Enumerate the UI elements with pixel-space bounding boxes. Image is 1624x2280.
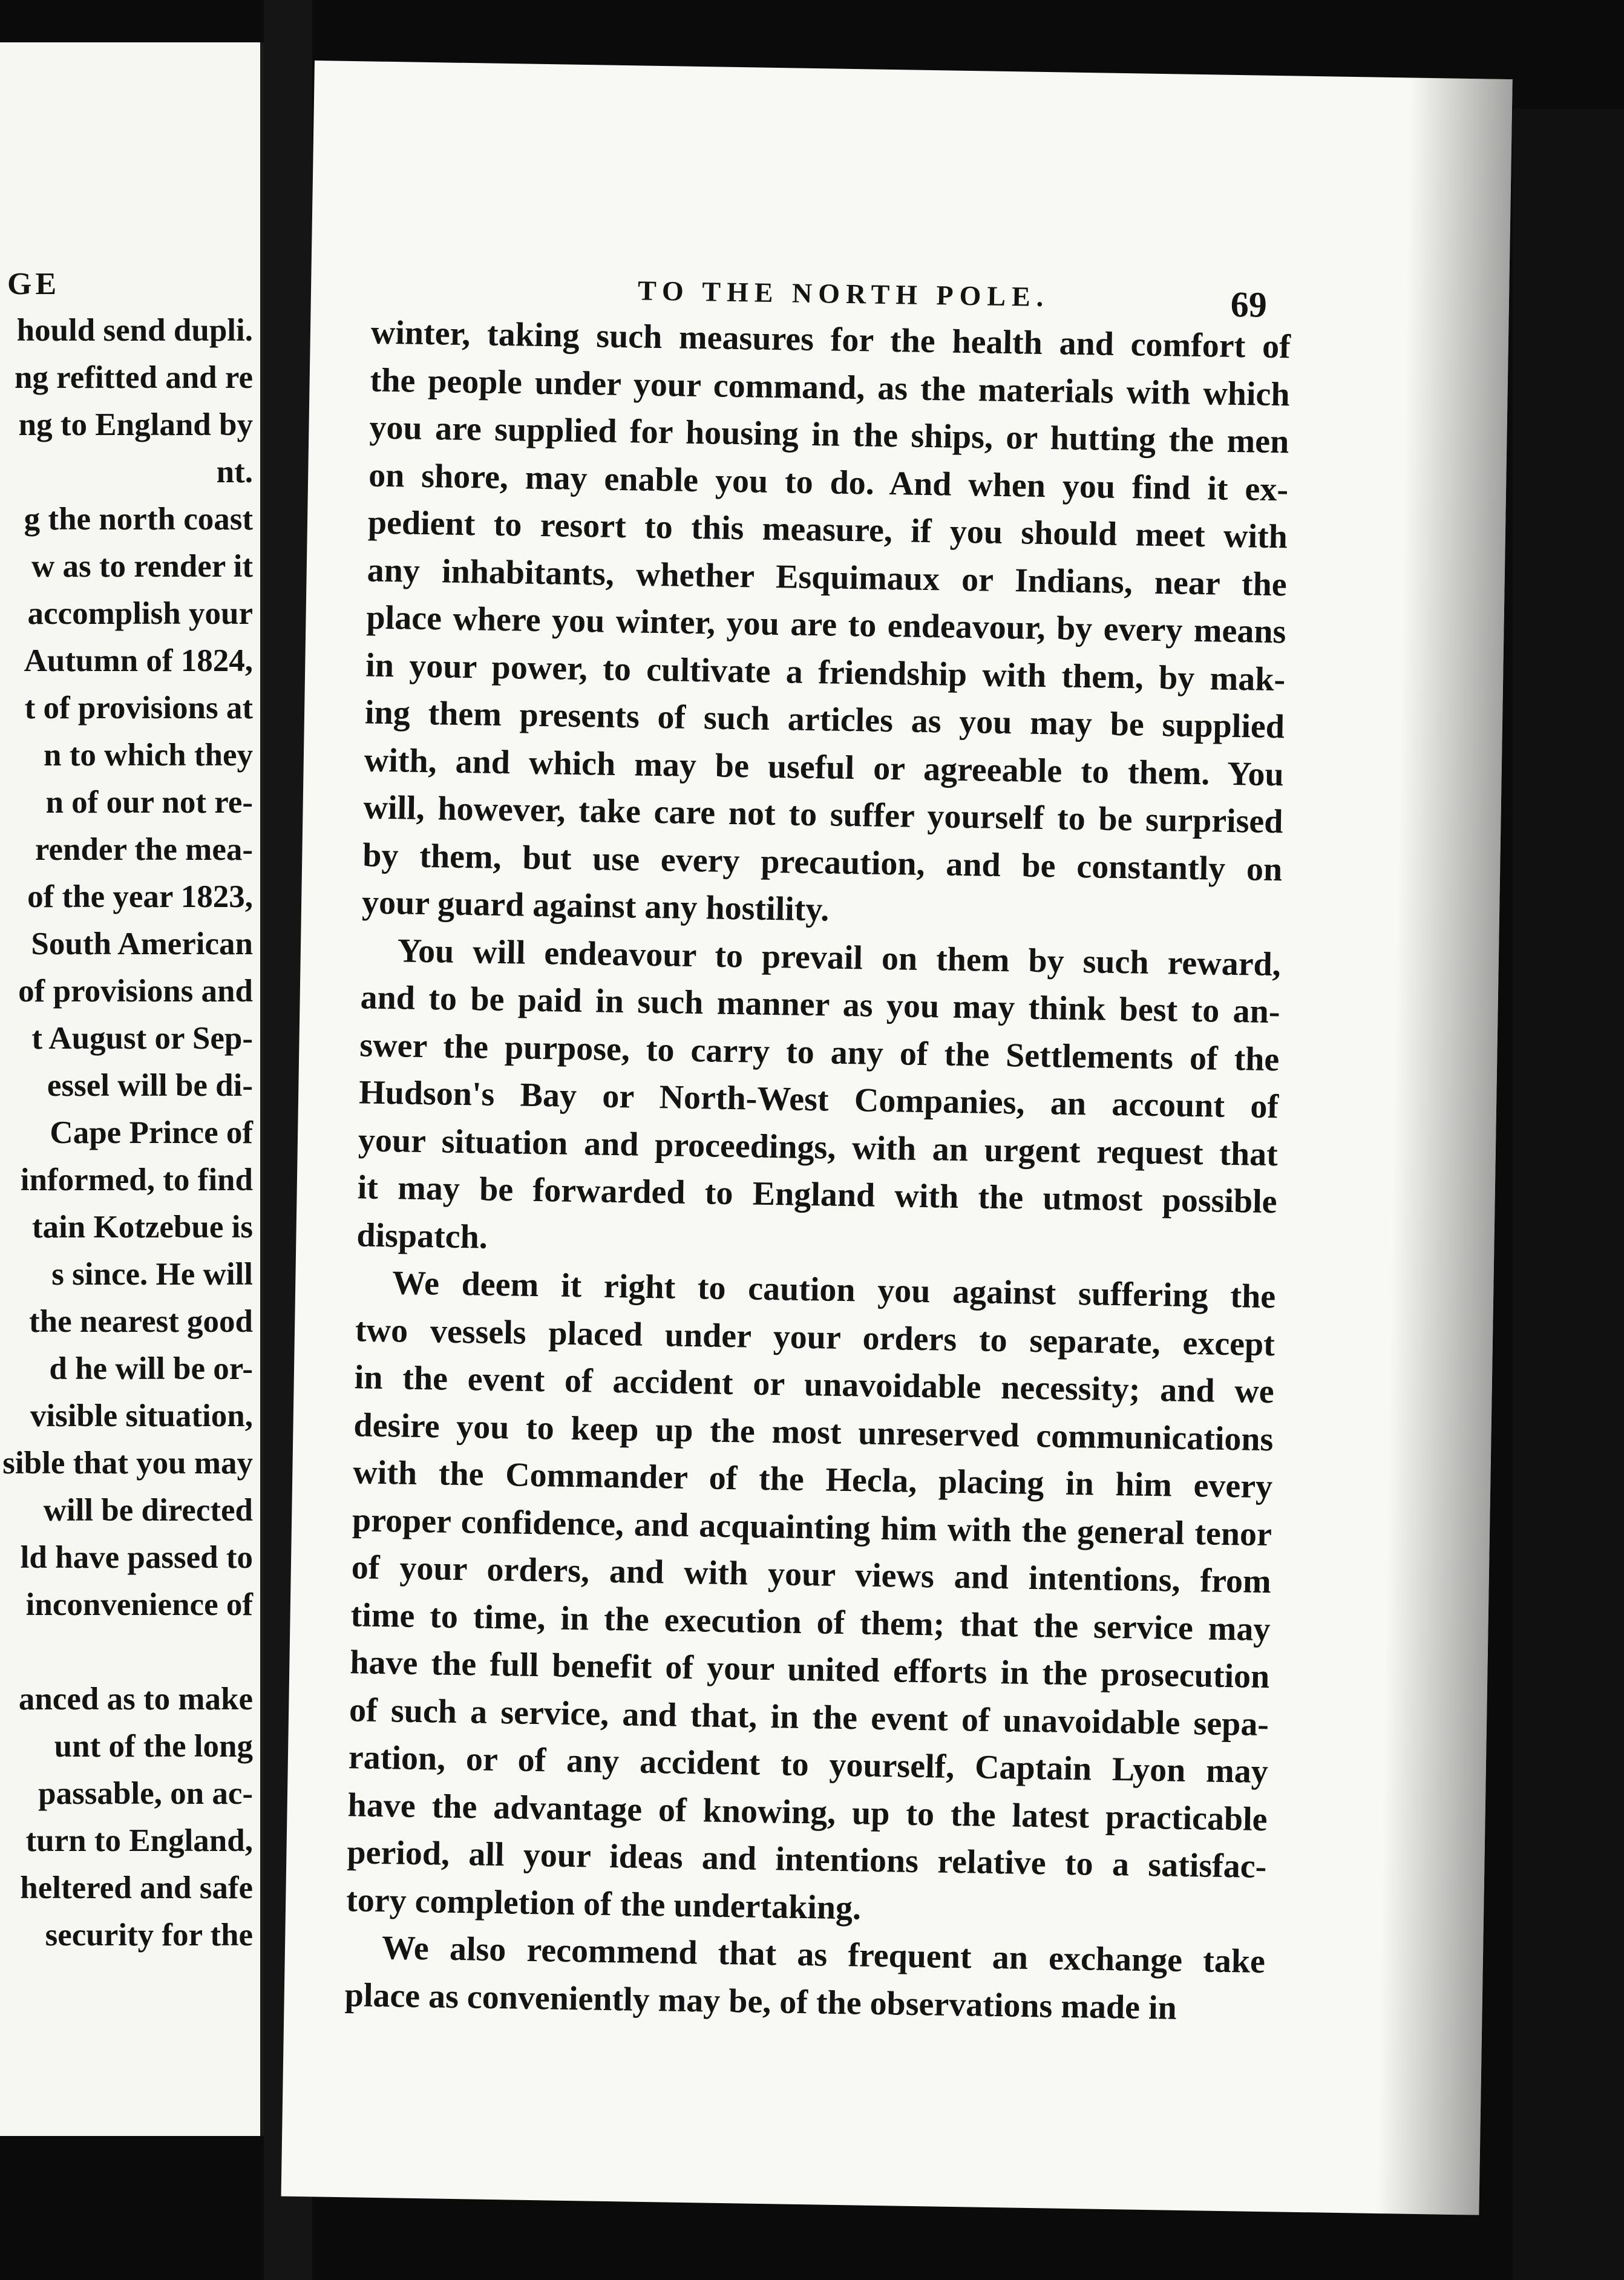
text-line: with the Commander of the Hecla, placing in him every xyxy=(352,1453,1273,1506)
left-page-line: inconvenience of xyxy=(25,1587,253,1622)
text-line: dispatch. xyxy=(356,1216,488,1256)
left-page-line: tain Kotzebue is xyxy=(31,1210,253,1245)
text-line: time to time, in the execution of them; that the service may xyxy=(350,1596,1271,1648)
left-page-line: ld have passed to xyxy=(20,1540,253,1575)
text-line: place where you winter, you are to endeavour, by every means xyxy=(366,598,1286,651)
left-page-line: t August or Sep- xyxy=(31,1021,253,1056)
text-line: tory completion of the undertaking. xyxy=(345,1881,862,1927)
left-page-line: the nearest good xyxy=(29,1304,253,1339)
page-edge-shadow xyxy=(1376,77,1512,2215)
text-line: ration, or of any accident to yourself, Captain Lyon may xyxy=(348,1738,1269,1791)
left-page-line: security for the xyxy=(45,1918,253,1953)
text-line: of such a service, and that, in the event of unavoidable sepa- xyxy=(349,1691,1269,1743)
left-page-line: South American xyxy=(31,926,253,961)
left-page-line: ng to England by xyxy=(18,407,253,442)
text-line: ing them presents of such articles as you may be supplied xyxy=(364,693,1285,746)
text-line: We also recommend that as frequent an exchange take xyxy=(381,1929,1266,1981)
left-page-line: d he will be or- xyxy=(49,1351,253,1386)
right-page xyxy=(281,61,1513,2215)
left-page-line: visible situation, xyxy=(30,1398,253,1433)
left-page-line: n of our not re- xyxy=(45,785,253,820)
left-page-line: render the mea- xyxy=(34,832,253,867)
left-page xyxy=(0,42,264,2136)
text-line: in the event of accident or unavoidable necessity; and we xyxy=(354,1358,1275,1411)
text-line: you are supplied for housing in the ships, or hutting the men xyxy=(368,408,1289,461)
left-page-line: of provisions and xyxy=(18,974,253,1009)
left-page-line: s since. He will xyxy=(51,1257,253,1292)
left-page-line: passable, on ac- xyxy=(38,1776,253,1811)
left-page-line: nt. xyxy=(216,454,253,490)
left-page-line: hould send dupli. xyxy=(16,313,253,348)
left-page-line: heltered and safe xyxy=(20,1870,253,1905)
text-line: have the full benefit of your united efforts in the prosecution xyxy=(349,1643,1270,1696)
text-line: swer the purpose, to carry to any of the Settlements of the xyxy=(359,1026,1280,1078)
text-line: place as conveniently may be, of the observations made in xyxy=(344,1976,1177,2027)
text-line: your situation and proceedings, with an urgent request that xyxy=(358,1121,1279,1173)
left-page-line: anced as to make xyxy=(18,1682,253,1717)
text-line: desire you to keep up the most unreserved communications xyxy=(353,1406,1274,1458)
left-page-line: sible that you may xyxy=(2,1446,253,1481)
left-page-line: ng refitted and re xyxy=(14,360,253,395)
text-line: on shore, may enable you to do. And when you find it ex- xyxy=(368,456,1289,508)
text-line: will, however, take care not to suffer yourself to be surprised xyxy=(363,788,1283,841)
left-page-line: will be directed xyxy=(43,1493,253,1528)
left-page-line: Autumn of 1824, xyxy=(24,643,253,678)
text-line: any inhabitants, whether Esquimaux or Indians, near the xyxy=(367,551,1288,603)
text-line: pedient to resort to this measure, if you should meet with xyxy=(367,503,1288,556)
text-line: the people under your command, as the materials with which xyxy=(370,361,1291,413)
right-background xyxy=(1513,109,1624,2280)
text-line: winter, taking such measures for the health and comfort of xyxy=(370,313,1291,366)
left-page-line: turn to England, xyxy=(25,1823,253,1858)
left-page-line: w as to render it xyxy=(31,549,253,584)
text-line: two vessels placed under your orders to separate, except xyxy=(355,1311,1275,1363)
left-page-heading: GE xyxy=(7,267,61,301)
right-page-text xyxy=(344,313,1291,2027)
left-page-line: informed, to find xyxy=(20,1162,253,1197)
left-page-line: unt of the long xyxy=(54,1729,253,1764)
left-page-line: n to which they xyxy=(43,738,253,773)
left-page-line: of the year 1823, xyxy=(27,879,253,914)
text-line: We deem it right to caution you against suffering the xyxy=(391,1264,1276,1316)
left-page-line: g the north coast xyxy=(24,502,253,537)
page-number: 69 xyxy=(1230,284,1268,325)
text-line: proper confidence, and acquainting him with the general tenor xyxy=(352,1501,1272,1553)
left-page-line: Cape Prince of xyxy=(50,1115,253,1150)
text-line: You will endeavour to prevail on them by such reward, xyxy=(397,931,1282,983)
text-line: in your power, to cultivate a friendship with them, by mak- xyxy=(365,646,1286,698)
text-line: Hudson's Bay or North-West Companies, an account of xyxy=(358,1073,1279,1126)
left-page-line: t of provisions at xyxy=(24,690,253,726)
left-page-line: accomplish your xyxy=(27,596,253,631)
text-line: with, and which may be useful or agreeable to them. You xyxy=(364,741,1285,793)
text-line: it may be forwarded to England with the utmost possible xyxy=(357,1168,1278,1221)
text-line: period, all your ideas and intentions relative to a satisfac- xyxy=(347,1833,1267,1886)
text-line: by them, but use every precaution, and be constantly on xyxy=(362,836,1283,888)
text-line: of your orders, and with your views and intentions, from xyxy=(351,1548,1272,1601)
running-head: TO THE NORTH POLE. xyxy=(637,275,1050,313)
text-line: your guard against any hostility. xyxy=(361,883,830,929)
left-page-line: essel will be di- xyxy=(47,1068,253,1103)
text-line: and to be paid in such manner as you may think best to an- xyxy=(360,978,1280,1031)
text-line: have the advantage of knowing, up to the latest practicable xyxy=(347,1786,1268,1838)
